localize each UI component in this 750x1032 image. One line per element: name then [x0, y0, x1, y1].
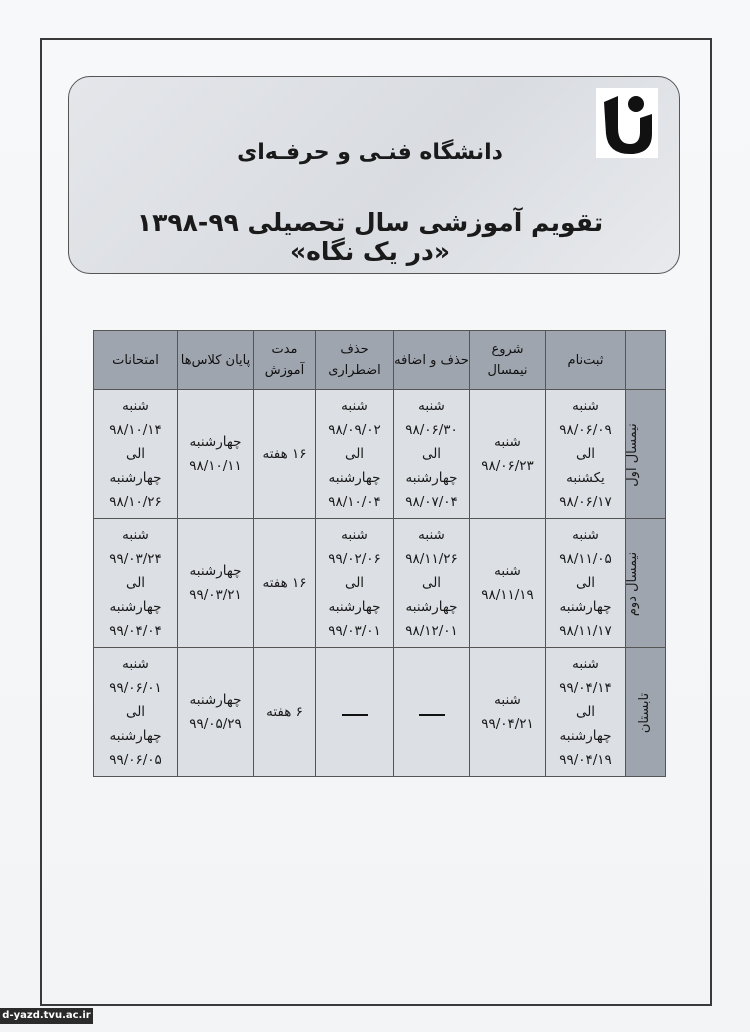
cell-line: شنبه: [122, 527, 149, 543]
term-label-cell: [626, 648, 666, 777]
cell-line: ۹۹/۰۴/۱۴: [559, 680, 612, 696]
calendar-title: تقویم آموزشی سال تحصیلی ۹۹-۱۳۹۸ «در یک نگاه»: [136, 208, 604, 266]
table-header-row: [94, 331, 666, 390]
header-add-drop: حذف و اضافه: [394, 331, 470, 390]
cell-line: چهارشنبه: [559, 599, 612, 615]
cell-line: ۱۶ هفته: [262, 446, 307, 462]
semester-start-cell: [470, 390, 546, 519]
cell-line: ۹۸/۰۶/۲۳: [481, 458, 534, 474]
cell-line: شنبه: [418, 527, 445, 543]
cell-line: شنبه: [572, 527, 599, 543]
table-row: [94, 519, 666, 648]
site-watermark: d-yazd.tvu.ac.ir: [0, 1008, 93, 1024]
header-registration: ثبت‌نام: [546, 331, 626, 390]
cell-line: شنبه: [572, 398, 599, 414]
cell-line: ۹۸/۰۶/۳۰: [405, 422, 458, 438]
cell-line: چهارشنبه: [189, 563, 242, 579]
duration-cell: [254, 519, 316, 648]
cell-line: چهارشنبه: [559, 728, 612, 744]
header-emergency-drop: حذف اضطراری: [316, 331, 394, 390]
cell-line: الی: [344, 446, 365, 462]
registration-cell: [546, 648, 626, 777]
cell-line: الی: [575, 446, 596, 462]
cell-line: ۹۸/۱۲/۰۱: [405, 623, 458, 639]
semester-start-cell: [470, 519, 546, 648]
cell-line: شنبه: [418, 398, 445, 414]
university-title: دانشگاه فنـی و حرفـه‌ای: [237, 140, 503, 165]
cell-line: چهارشنبه: [189, 434, 242, 450]
cell-line: ۹۹/۰۴/۱۹: [559, 752, 612, 768]
cell-line: ۹۹/۰۶/۰۵: [109, 752, 162, 768]
emergency-drop-cell: [316, 390, 394, 519]
cell-line: ۹۸/۱۰/۱۱: [189, 458, 242, 474]
cell-line: شنبه: [572, 656, 599, 672]
cell-line: الی: [125, 704, 146, 720]
cell-line: ۹۸/۱۱/۰۵: [559, 551, 612, 567]
cell-line: شنبه: [494, 434, 521, 450]
cell-line: الی: [125, 446, 146, 462]
cell-line: ۹۹/۰۳/۲۱: [189, 587, 242, 603]
emergency-drop-cell: [316, 648, 394, 777]
cell-line: چهارشنبه: [109, 728, 162, 744]
cell-line: ۹۸/۱۱/۱۷: [559, 623, 612, 639]
header-corner: [626, 331, 666, 390]
class-end-cell: [178, 648, 254, 777]
cell-line: شنبه: [122, 656, 149, 672]
semester-start-cell: [470, 648, 546, 777]
cell-line: چهارشنبه: [405, 470, 458, 486]
cell-line: الی: [125, 575, 146, 591]
cell-line: ۹۸/۰۶/۰۹: [559, 422, 612, 438]
term-label: تابستان: [636, 692, 652, 733]
cell-line: چهارشنبه: [328, 470, 381, 486]
duration-cell: [254, 648, 316, 777]
cell-line: شنبه: [341, 527, 368, 543]
term-label-cell: [626, 390, 666, 519]
cell-line: ۹۹/۰۶/۰۱: [109, 680, 162, 696]
cell-line: ۹۹/۰۴/۲۱: [481, 716, 534, 732]
academic-calendar-table: [93, 330, 666, 777]
cell-line: ۹۸/۱۱/۲۶: [405, 551, 458, 567]
table-row: [94, 648, 666, 777]
exams-cell: [94, 390, 178, 519]
cell-line: ۹۸/۱۰/۲۶: [109, 494, 162, 510]
cell-line: چهارشنبه: [189, 692, 242, 708]
term-label: نیمسال دوم: [624, 551, 640, 616]
cell-line: ۹۸/۰۶/۱۷: [559, 494, 612, 510]
cell-line: ۹۸/۱۰/۰۴: [328, 494, 381, 510]
empty-dash: [342, 714, 368, 716]
exams-cell: [94, 519, 178, 648]
class-end-cell: [178, 390, 254, 519]
emergency-drop-cell: [316, 519, 394, 648]
cell-line: ۹۹/۰۵/۲۹: [189, 716, 242, 732]
cell-line: ۱۶ هفته: [262, 575, 307, 591]
cell-line: الی: [421, 446, 442, 462]
exams-cell: [94, 648, 178, 777]
cell-line: الی: [344, 575, 365, 591]
add-drop-cell: [394, 390, 470, 519]
cell-line: ۶ هفته: [266, 704, 303, 720]
cell-line: ۹۸/۰۹/۰۲: [328, 422, 381, 438]
header-semester-start: شروع نیمسال: [470, 331, 546, 390]
cell-line: ۹۹/۰۲/۰۶: [328, 551, 381, 567]
cell-line: شنبه: [122, 398, 149, 414]
cell-line: یکشنبه: [566, 470, 605, 486]
table-row: [94, 390, 666, 519]
class-end-cell: [178, 519, 254, 648]
cell-line: چهارشنبه: [405, 599, 458, 615]
cell-line: الی: [575, 704, 596, 720]
add-drop-cell: [394, 648, 470, 777]
duration-cell: [254, 390, 316, 519]
cell-line: الی: [575, 575, 596, 591]
cell-line: شنبه: [494, 563, 521, 579]
university-logo-icon: [596, 88, 658, 158]
cell-line: ۹۹/۰۳/۰۱: [328, 623, 381, 639]
cell-line: چهارشنبه: [328, 599, 381, 615]
header-duration: مدت آموزش: [254, 331, 316, 390]
term-label: نیمسال اول: [625, 422, 641, 487]
cell-line: چهارشنبه: [109, 599, 162, 615]
cell-line: شنبه: [494, 692, 521, 708]
header-class-end: پایان کلاس‌ها: [178, 331, 254, 390]
cell-line: ۹۸/۰۷/۰۴: [405, 494, 458, 510]
cell-line: ۹۸/۱۱/۱۹: [481, 587, 534, 603]
empty-dash: [419, 714, 445, 716]
header-exams: امتحانات: [94, 331, 178, 390]
cell-line: چهارشنبه: [109, 470, 162, 486]
add-drop-cell: [394, 519, 470, 648]
cell-line: ۹۸/۱۰/۱۴: [109, 422, 162, 438]
term-label-cell: [626, 519, 666, 648]
cell-line: شنبه: [341, 398, 368, 414]
cell-line: ۹۹/۰۴/۰۴: [109, 623, 162, 639]
cell-line: ۹۹/۰۳/۲۴: [109, 551, 162, 567]
cell-line: الی: [421, 575, 442, 591]
